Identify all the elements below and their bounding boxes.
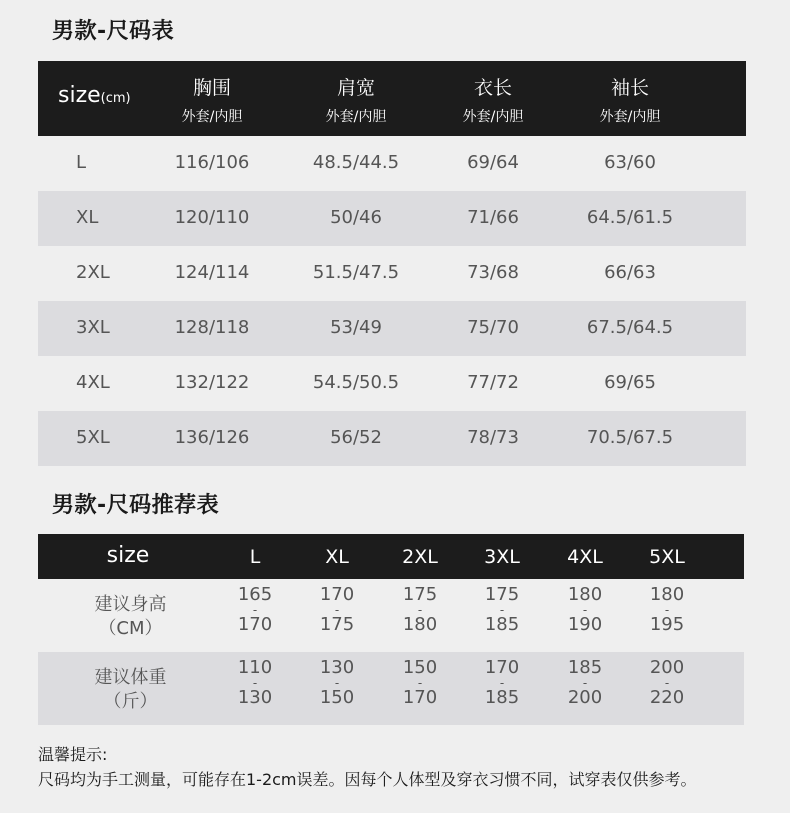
measure-cell: 63/60 bbox=[604, 152, 656, 173]
range-max: 195 bbox=[649, 614, 685, 635]
range-max: 150 bbox=[319, 687, 355, 708]
size-cell: L bbox=[76, 152, 87, 173]
measure-cell: 69/64 bbox=[467, 152, 519, 173]
size-cell: XL bbox=[76, 207, 99, 228]
size-header-cell: 3XL bbox=[484, 546, 520, 568]
measure-cell: 53/49 bbox=[330, 317, 382, 338]
header-sleeve bbox=[560, 73, 700, 126]
header-main: 肩宽 bbox=[336, 77, 375, 99]
size-recommend-header bbox=[38, 534, 744, 579]
range-cell bbox=[385, 657, 455, 708]
measure-cell: 75/70 bbox=[467, 317, 519, 338]
range-dash: - bbox=[582, 603, 588, 617]
range-min: 200 bbox=[649, 657, 685, 678]
measure-cell: 69/65 bbox=[604, 372, 656, 393]
size-cell: 2XL bbox=[76, 262, 110, 283]
header-sub: 外套/内胆 bbox=[462, 109, 524, 125]
notes bbox=[38, 742, 697, 792]
range-min: 180 bbox=[649, 584, 685, 605]
measure-cell: 56/52 bbox=[330, 427, 382, 448]
range-dash: - bbox=[664, 676, 670, 690]
range-min: 130 bbox=[319, 657, 355, 678]
header-main: 衣长 bbox=[473, 77, 512, 99]
size-unit-text: (cm) bbox=[100, 91, 131, 106]
measure-cell: 48.5/44.5 bbox=[312, 152, 400, 173]
measure-cell: 78/73 bbox=[467, 427, 519, 448]
row-label-main: 建议体重 bbox=[94, 667, 167, 688]
range-max: 185 bbox=[484, 614, 520, 635]
measure-cell: 128/118 bbox=[174, 317, 250, 338]
measure-cell: 136/126 bbox=[174, 427, 250, 448]
range-dash: - bbox=[664, 603, 670, 617]
range-max: 170 bbox=[237, 614, 273, 635]
size-recommend-table bbox=[38, 534, 744, 725]
measure-cell: 66/63 bbox=[604, 262, 656, 283]
range-dash: - bbox=[252, 676, 258, 690]
row-label-main: 建议身高 bbox=[94, 594, 167, 615]
notes-heading: 温馨提示: bbox=[38, 745, 108, 764]
range-min: 175 bbox=[484, 584, 520, 605]
measure-cell: 73/68 bbox=[467, 262, 519, 283]
header-shoulder bbox=[286, 73, 426, 126]
size-header-cell: 5XL bbox=[649, 546, 685, 568]
range-cell bbox=[467, 584, 537, 635]
range-min: 165 bbox=[237, 584, 273, 605]
range-max: 185 bbox=[484, 687, 520, 708]
size-header-cell: 4XL bbox=[567, 546, 603, 568]
range-min: 170 bbox=[319, 584, 355, 605]
row-label bbox=[78, 666, 183, 714]
table-row bbox=[38, 411, 746, 466]
table-row bbox=[38, 652, 744, 725]
measure-cell: 120/110 bbox=[174, 207, 250, 228]
range-max: 200 bbox=[567, 687, 603, 708]
measure-cell: 116/106 bbox=[174, 152, 250, 173]
header-sub: 外套/内胆 bbox=[181, 109, 243, 125]
range-cell bbox=[550, 584, 620, 635]
size-recommend-title: 男款-尺码推荐表 bbox=[52, 493, 220, 518]
row-label-unit: （CM） bbox=[98, 618, 163, 639]
range-max: 180 bbox=[402, 614, 438, 635]
header-chest bbox=[142, 73, 282, 126]
range-dash: - bbox=[417, 676, 423, 690]
range-dash: - bbox=[252, 603, 258, 617]
range-max: 130 bbox=[237, 687, 273, 708]
range-min: 110 bbox=[237, 657, 273, 678]
measure-cell: 70.5/67.5 bbox=[586, 427, 674, 448]
size-label-text: size bbox=[106, 543, 150, 568]
table-row bbox=[38, 136, 746, 191]
size-chart-title: 男款-尺码表 bbox=[52, 19, 175, 44]
row-label-unit: （斤） bbox=[103, 691, 158, 712]
range-dash: - bbox=[417, 603, 423, 617]
size-chart-header bbox=[38, 61, 746, 136]
table-row bbox=[38, 246, 746, 301]
measure-cell: 54.5/50.5 bbox=[312, 372, 400, 393]
size-header-cell: 2XL bbox=[402, 546, 438, 568]
measure-cell: 51.5/47.5 bbox=[312, 262, 400, 283]
range-dash: - bbox=[499, 603, 505, 617]
size-chart-table bbox=[38, 61, 746, 466]
measure-cell: 132/122 bbox=[174, 372, 250, 393]
measure-cell: 50/46 bbox=[330, 207, 382, 228]
range-min: 180 bbox=[567, 584, 603, 605]
measure-cell: 124/114 bbox=[174, 262, 250, 283]
measure-cell: 67.5/64.5 bbox=[586, 317, 674, 338]
range-max: 170 bbox=[402, 687, 438, 708]
size-header-cell: L bbox=[249, 546, 261, 568]
size-header-cell: XL bbox=[325, 546, 349, 568]
range-min: 170 bbox=[484, 657, 520, 678]
range-cell bbox=[467, 657, 537, 708]
table-row bbox=[38, 191, 746, 246]
range-dash: - bbox=[334, 676, 340, 690]
measure-cell: 71/66 bbox=[467, 207, 519, 228]
range-cell bbox=[385, 584, 455, 635]
header-sub: 外套/内胆 bbox=[599, 109, 661, 125]
measure-cell: 77/72 bbox=[467, 372, 519, 393]
measure-cell: 64.5/61.5 bbox=[586, 207, 674, 228]
range-dash: - bbox=[582, 676, 588, 690]
range-dash: - bbox=[499, 676, 505, 690]
size-cell: 4XL bbox=[76, 372, 110, 393]
range-cell bbox=[302, 657, 372, 708]
range-dash: - bbox=[334, 603, 340, 617]
range-min: 150 bbox=[402, 657, 438, 678]
notes-text: 尺码均为手工测量，可能存在1-2cm误差。因每个人体型及穿衣习惯不同，试穿表仅供参考。 bbox=[38, 770, 697, 789]
range-max: 190 bbox=[567, 614, 603, 635]
size-header-label bbox=[58, 83, 131, 108]
range-max: 175 bbox=[319, 614, 355, 635]
range-cell bbox=[220, 584, 290, 635]
range-min: 185 bbox=[567, 657, 603, 678]
range-cell bbox=[632, 657, 702, 708]
range-cell bbox=[220, 657, 290, 708]
range-cell bbox=[550, 657, 620, 708]
size-cell: 3XL bbox=[76, 317, 110, 338]
table-row bbox=[38, 579, 744, 652]
table-row bbox=[38, 356, 746, 411]
header-main: 胸围 bbox=[192, 77, 231, 99]
range-min: 175 bbox=[402, 584, 438, 605]
range-cell bbox=[302, 584, 372, 635]
header-main: 袖长 bbox=[610, 77, 649, 99]
table-row bbox=[38, 301, 746, 356]
header-length bbox=[423, 73, 563, 126]
size-label-text: size bbox=[58, 83, 101, 108]
size-cell: 5XL bbox=[76, 427, 110, 448]
row-label bbox=[78, 593, 183, 641]
range-max: 220 bbox=[649, 687, 685, 708]
header-sub: 外套/内胆 bbox=[325, 109, 387, 125]
range-cell bbox=[632, 584, 702, 635]
